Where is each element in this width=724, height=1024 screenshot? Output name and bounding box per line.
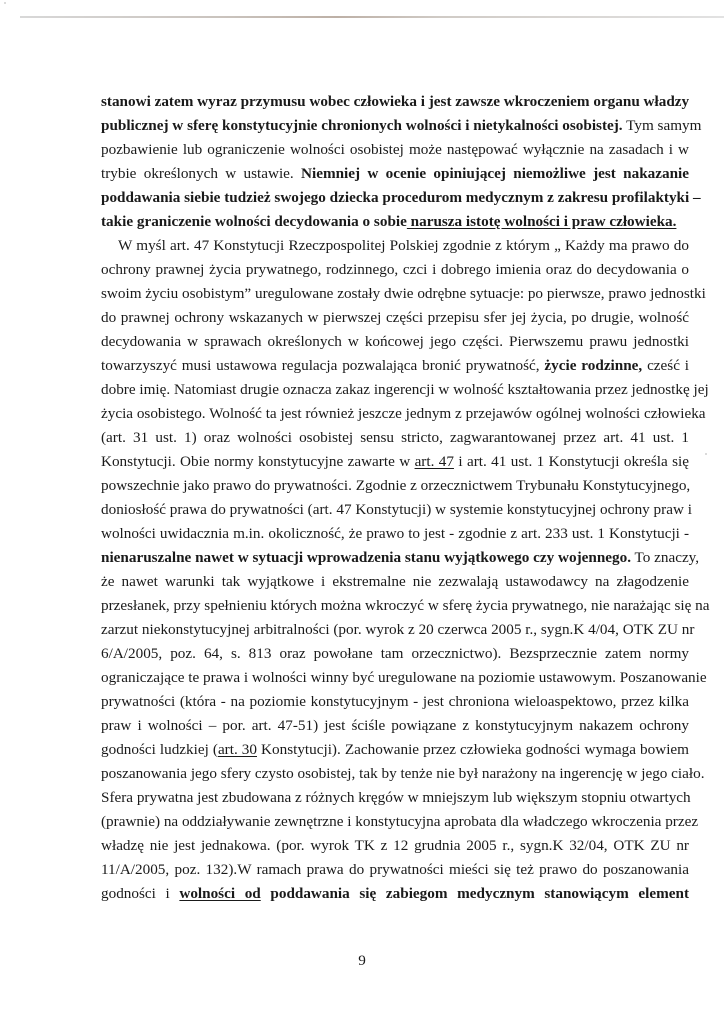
bold-text: takie graniczenie wolności decydowania o sobie (101, 213, 407, 230)
bold-text: publicznej w sferę konstytucyjnie chronionych wolności i nietykalności osobistej. (101, 117, 623, 134)
text-run: godności ludzkiej ( (101, 741, 218, 758)
text-run: 11/A/2005, poz. 132).W ramach prawa do prywatności mieści się też prawo do poszanowania (101, 861, 689, 878)
text-run: życia osobistego. Wolność ta jest również jeszcze jednym z przejawów ogólnej wolności człowieka (101, 405, 706, 422)
text-line (101, 498, 692, 522)
text-line (101, 714, 689, 738)
text-line (101, 882, 689, 906)
text-line (101, 546, 700, 570)
text-line (101, 330, 689, 354)
underlined-text: wolności od (179, 885, 261, 902)
text-run: Konstytucji). Zachowanie przez człowieka godności wymaga bowiem (257, 741, 689, 758)
top-scan-rule (20, 16, 724, 18)
underlined-text: art. 47 (414, 453, 454, 470)
text-run: prywatności (która - na poziomie konstytucyjnym - jest chroniona wieloaspektowo, przez kilka (101, 693, 689, 710)
text-line (101, 522, 689, 546)
text-line (101, 426, 689, 450)
text-run: pozbawienie lub ograniczenie wolności osobistej może następować wyłącznie na zasadach i w (101, 141, 689, 158)
bold-text: życie rodzinne, (544, 357, 643, 374)
text-line (101, 786, 689, 810)
text-line (101, 234, 689, 258)
text-run: doniosłość prawa do prywatności (art. 47 Konstytucji) w systemie konstytucyjnej ochrony praw i (101, 501, 692, 518)
text-line (101, 690, 689, 714)
text-run: Tym samym (622, 117, 702, 134)
text-line (101, 162, 689, 186)
text-run: praw i wolności – por. art. 47-51) jest ściśle powiązane z konstytucyjnym nakazem ochrony (101, 717, 689, 734)
text-line (101, 306, 689, 330)
text-run: cześć i (642, 357, 690, 374)
text-line (101, 642, 689, 666)
text-line (101, 834, 689, 858)
bold-text: stanowi zatem wyraz przymusu wobec człowieka i jest zawsze wkroczeniem organu władzy (101, 93, 690, 110)
underlined-text: art. 30 (217, 741, 257, 758)
text-line (101, 594, 710, 618)
text-line (101, 282, 706, 306)
page-number: 9 (358, 952, 366, 969)
text-line (101, 762, 705, 786)
text-run: Konstytucji. Obie normy konstytucyjne zawarte w (101, 453, 415, 470)
text-run: To znaczy, (631, 549, 700, 566)
text-line (101, 210, 689, 234)
text-line (101, 402, 706, 426)
text-run: i art. 41 ust. 1 Konstytucji określa się (453, 453, 689, 470)
text-run: dobre imię. Natomiast drugie oznacza zakaz ingerencji w wolność kształtowania przez jednostkę jej (101, 381, 709, 398)
text-run: (prawnie) na oddziaływanie zewnętrzne i konstytucyjna aprobata dla władczego wkroczenia przez (101, 813, 699, 830)
text-run: władzę nie jest jednakowa. (por. wyrok TK z 12 grudnia 2005 r., sygn.K 32/04, OTK ZU nr (101, 837, 689, 854)
text-run: Sfera prywatna jest zbudowana z różnych kręgów w mniejszym lub większym stopniu otwartych (101, 789, 691, 806)
text-run: powszechnie jako prawo do prywatności. Zgodnie z orzecznictwem Trybunału Konstytucyjnego, (101, 477, 691, 494)
bold-text: poddawania się zabiegom medycznym stanowiącym element (260, 885, 690, 902)
text-run: zarzut niekonstytucyjnej arbitralności (por. wyrok z 20 czerwca 2005 r., sygn.K 4/04, OTK ZU nr (101, 621, 695, 638)
text-line (101, 450, 689, 474)
text-line (101, 90, 689, 114)
document-body (101, 90, 710, 906)
bold-text: Niemniej w ocenie opiniującej niemożliwe jest nakazanie (301, 165, 689, 182)
underlined-text: narusza istotę wolności i praw człowieka. (406, 213, 677, 230)
text-run: poszanowania jego sfery czysto osobistej, tak by tenże nie był narażony na ingerencję w jego ciało. (101, 765, 705, 782)
text-run: godności i (101, 885, 180, 902)
bold-text: poddawania siebie tudzież swojego dziecka procedurom medycznym z zakresu profilaktyki – (101, 189, 701, 206)
text-line (101, 138, 689, 162)
text-run: W myśl art. 47 Konstytucji Rzeczpospolitej Polskiej zgodnie z którym „ Każdy ma prawo do (118, 237, 689, 254)
text-line (101, 354, 689, 378)
text-run: decydowania w sprawach określonych w końcowej jego części. Pierwszemu prawu jednostki (101, 333, 689, 350)
text-line (101, 858, 689, 882)
text-line (101, 186, 701, 210)
text-run: ochrony prawnej życia prywatnego, rodzinnego, czci i dobrego imienia oraz do decydowania o (101, 261, 689, 278)
text-line (101, 666, 707, 690)
text-run: 6/A/2005, poz. 64, s. 813 oraz powołane tam orzecznictwo). Bezsprzecznie zatem normy (101, 645, 689, 662)
text-run: swoim życiu osobistym” uregulowane zostały dwie odrębne sytuacje: po pierwsze, prawo jednostki (101, 285, 706, 302)
text-run: (art. 31 ust. 1) oraz wolności osobistej sensu stricto, zagwarantowanej przez art. 41 ust. 1 (101, 429, 689, 446)
scan-speck (4, 2, 6, 4)
text-line (101, 618, 695, 642)
text-run: ograniczające te prawa i wolności winny być uregulowane na poziomie ustawowym. Poszanowanie (101, 669, 707, 686)
text-run: do prawnej ochrony wskazanych w pierwszej części przepisu sfer jej życia, po drugie, wolność (101, 309, 689, 326)
text-line (101, 114, 702, 138)
bold-text: nienaruszalne nawet w sytuacji wprowadzenia stanu wyjątkowego czy wojennego. (101, 549, 631, 566)
text-run: trybie określonych w ustawie. (101, 165, 302, 182)
text-line (101, 570, 689, 594)
text-line (101, 378, 709, 402)
text-line (101, 738, 689, 762)
scan-speck (705, 453, 707, 455)
text-run: towarzyszyć musi ustawowa regulacja pozwalająca bronić prywatność, (101, 357, 545, 374)
text-line (101, 474, 689, 498)
text-run: że nawet warunki tak wyjątkowe i ekstremalne nie zezwalają ustawodawcy na złagodzenie (101, 573, 689, 590)
text-run: przesłanek, przy spełnieniu których można wkroczyć w sferę życia prywatnego, nie narażając się na (101, 597, 710, 614)
text-line (101, 258, 689, 282)
text-run: wolności uwidacznia m.in. okoliczność, że prawo to jest - zgodnie z art. 233 ust. 1 Konstytucji - (101, 525, 689, 542)
text-line (101, 810, 699, 834)
